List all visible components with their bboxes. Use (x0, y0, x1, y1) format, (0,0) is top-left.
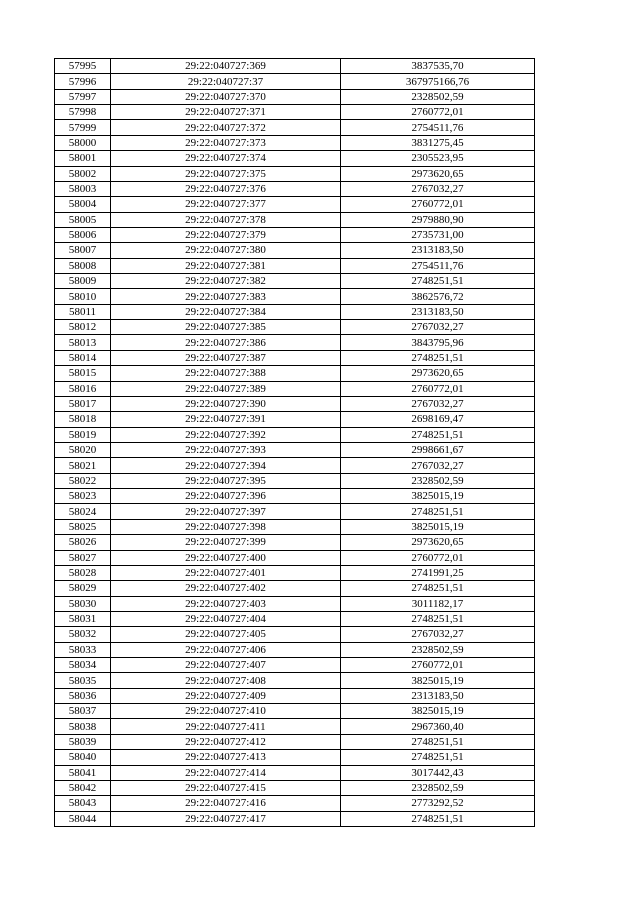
row-number-cell: 58010 (55, 289, 111, 304)
cadastral-number-cell: 29:22:040727:386 (111, 335, 341, 350)
cadastral-number-cell: 29:22:040727:416 (111, 796, 341, 811)
cadastral-number-cell: 29:22:040727:417 (111, 811, 341, 826)
row-number-cell: 58027 (55, 550, 111, 565)
cadastral-number-cell: 29:22:040727:380 (111, 243, 341, 258)
cadastral-number-cell: 29:22:040727:387 (111, 350, 341, 365)
table-row (55, 320, 535, 335)
cadastral-number-cell: 29:22:040727:371 (111, 105, 341, 120)
row-number-cell: 58018 (55, 412, 111, 427)
table-row (55, 596, 535, 611)
table-row (55, 550, 535, 565)
cadastral-number-cell: 29:22:040727:400 (111, 550, 341, 565)
row-number-cell: 58024 (55, 504, 111, 519)
cadastral-number-cell: 29:22:040727:403 (111, 596, 341, 611)
value-cell: 2767032,27 (341, 396, 535, 411)
table-row (55, 105, 535, 120)
table-row (55, 304, 535, 319)
table-row (55, 504, 535, 519)
table-row (55, 59, 535, 74)
row-number-cell: 58042 (55, 780, 111, 795)
table-row (55, 135, 535, 150)
row-number-cell: 58014 (55, 350, 111, 365)
table-row (55, 289, 535, 304)
value-cell: 2754511,76 (341, 120, 535, 135)
cadastral-number-cell: 29:22:040727:415 (111, 780, 341, 795)
row-number-cell: 58015 (55, 366, 111, 381)
value-cell: 2328502,59 (341, 473, 535, 488)
value-cell: 2328502,59 (341, 642, 535, 657)
table-row (55, 796, 535, 811)
cadastral-number-cell: 29:22:040727:407 (111, 658, 341, 673)
value-cell: 2967360,40 (341, 719, 535, 734)
table-row (55, 427, 535, 442)
row-number-cell: 58026 (55, 535, 111, 550)
cadastral-number-cell: 29:22:040727:377 (111, 197, 341, 212)
row-number-cell: 58006 (55, 227, 111, 242)
row-number-cell: 58013 (55, 335, 111, 350)
cadastral-number-cell: 29:22:040727:375 (111, 166, 341, 181)
row-number-cell: 58017 (55, 396, 111, 411)
table-row (55, 243, 535, 258)
row-number-cell: 58020 (55, 442, 111, 457)
cadastral-number-cell: 29:22:040727:382 (111, 274, 341, 289)
table-row (55, 750, 535, 765)
table-row (55, 74, 535, 89)
row-number-cell: 58033 (55, 642, 111, 657)
row-number-cell: 58000 (55, 135, 111, 150)
value-cell: 2760772,01 (341, 197, 535, 212)
value-cell: 2760772,01 (341, 105, 535, 120)
row-number-cell: 58036 (55, 688, 111, 703)
table-row (55, 473, 535, 488)
row-number-cell: 58030 (55, 596, 111, 611)
table-row (55, 765, 535, 780)
row-number-cell: 58016 (55, 381, 111, 396)
table-row (55, 627, 535, 642)
table-row (55, 335, 535, 350)
row-number-cell: 58025 (55, 519, 111, 534)
cadastral-number-cell: 29:22:040727:392 (111, 427, 341, 442)
row-number-cell: 58034 (55, 658, 111, 673)
table-row (55, 350, 535, 365)
value-cell: 2735731,00 (341, 227, 535, 242)
table-row (55, 734, 535, 749)
row-number-cell: 58002 (55, 166, 111, 181)
value-cell: 3011182,17 (341, 596, 535, 611)
value-cell: 2305523,95 (341, 151, 535, 166)
row-number-cell: 57996 (55, 74, 111, 89)
value-cell: 2748251,51 (341, 811, 535, 826)
cadastral-number-cell: 29:22:040727:396 (111, 489, 341, 504)
row-number-cell: 58019 (55, 427, 111, 442)
table-row (55, 611, 535, 626)
value-cell: 2979880,90 (341, 212, 535, 227)
value-cell: 2760772,01 (341, 550, 535, 565)
value-cell: 2313183,50 (341, 304, 535, 319)
table-row (55, 704, 535, 719)
value-cell: 2998661,67 (341, 442, 535, 457)
table-row (55, 227, 535, 242)
table-row (55, 673, 535, 688)
cadastral-number-cell: 29:22:040727:389 (111, 381, 341, 396)
cadastral-number-cell: 29:22:040727:374 (111, 151, 341, 166)
cadastral-number-cell: 29:22:040727:370 (111, 89, 341, 104)
row-number-cell: 58001 (55, 151, 111, 166)
value-cell: 2973620,65 (341, 366, 535, 381)
row-number-cell: 57997 (55, 89, 111, 104)
value-cell: 2698169,47 (341, 412, 535, 427)
table-row (55, 442, 535, 457)
value-cell: 2767032,27 (341, 320, 535, 335)
cadastral-number-cell: 29:22:040727:410 (111, 704, 341, 719)
row-number-cell: 58043 (55, 796, 111, 811)
cadastral-number-cell: 29:22:040727:385 (111, 320, 341, 335)
value-cell: 3837535,70 (341, 59, 535, 74)
cadastral-number-cell: 29:22:040727:384 (111, 304, 341, 319)
row-number-cell: 58021 (55, 458, 111, 473)
table-row (55, 412, 535, 427)
row-number-cell: 58038 (55, 719, 111, 734)
row-number-cell: 58007 (55, 243, 111, 258)
row-number-cell: 58035 (55, 673, 111, 688)
row-number-cell: 58044 (55, 811, 111, 826)
table-row (55, 274, 535, 289)
value-cell: 2748251,51 (341, 350, 535, 365)
table-row (55, 719, 535, 734)
table-row (55, 519, 535, 534)
cadastral-number-cell: 29:22:040727:379 (111, 227, 341, 242)
value-cell: 2767032,27 (341, 458, 535, 473)
cadastral-value-table (54, 58, 535, 827)
value-cell: 2748251,51 (341, 581, 535, 596)
row-number-cell: 58029 (55, 581, 111, 596)
row-number-cell: 58032 (55, 627, 111, 642)
row-number-cell: 58011 (55, 304, 111, 319)
value-cell: 367975166,76 (341, 74, 535, 89)
cadastral-number-cell: 29:22:040727:404 (111, 611, 341, 626)
table-row (55, 166, 535, 181)
cadastral-number-cell: 29:22:040727:372 (111, 120, 341, 135)
cadastral-number-cell: 29:22:040727:402 (111, 581, 341, 596)
value-cell: 2748251,51 (341, 734, 535, 749)
cadastral-number-cell: 29:22:040727:401 (111, 565, 341, 580)
row-number-cell: 58037 (55, 704, 111, 719)
cadastral-number-cell: 29:22:040727:409 (111, 688, 341, 703)
cadastral-number-cell: 29:22:040727:388 (111, 366, 341, 381)
value-cell: 3825015,19 (341, 489, 535, 504)
row-number-cell: 58022 (55, 473, 111, 488)
value-cell: 2760772,01 (341, 381, 535, 396)
value-cell: 2754511,76 (341, 258, 535, 273)
cadastral-number-cell: 29:22:040727:411 (111, 719, 341, 734)
value-cell: 3825015,19 (341, 704, 535, 719)
cadastral-number-cell: 29:22:040727:381 (111, 258, 341, 273)
table-row (55, 458, 535, 473)
value-cell: 3831275,45 (341, 135, 535, 150)
row-number-cell: 58009 (55, 274, 111, 289)
cadastral-number-cell: 29:22:040727:376 (111, 181, 341, 196)
value-cell: 2748251,51 (341, 611, 535, 626)
table-row (55, 658, 535, 673)
cadastral-number-cell: 29:22:040727:37 (111, 74, 341, 89)
value-cell: 2767032,27 (341, 181, 535, 196)
row-number-cell: 57998 (55, 105, 111, 120)
value-cell: 2748251,51 (341, 427, 535, 442)
table-row (55, 366, 535, 381)
cadastral-number-cell: 29:22:040727:390 (111, 396, 341, 411)
cadastral-number-cell: 29:22:040727:391 (111, 412, 341, 427)
value-cell: 2748251,51 (341, 504, 535, 519)
row-number-cell: 58005 (55, 212, 111, 227)
value-cell: 2741991,25 (341, 565, 535, 580)
row-number-cell: 57999 (55, 120, 111, 135)
cadastral-number-cell: 29:22:040727:393 (111, 442, 341, 457)
cadastral-number-cell: 29:22:040727:405 (111, 627, 341, 642)
row-number-cell: 58040 (55, 750, 111, 765)
table-row (55, 181, 535, 196)
document-page (54, 58, 534, 827)
cadastral-number-cell: 29:22:040727:394 (111, 458, 341, 473)
table-row (55, 381, 535, 396)
cadastral-number-cell: 29:22:040727:398 (111, 519, 341, 534)
table-row (55, 535, 535, 550)
row-number-cell: 58003 (55, 181, 111, 196)
cadastral-number-cell: 29:22:040727:413 (111, 750, 341, 765)
cadastral-number-cell: 29:22:040727:395 (111, 473, 341, 488)
table-row (55, 197, 535, 212)
table-row (55, 811, 535, 826)
table-row (55, 258, 535, 273)
value-cell: 2328502,59 (341, 89, 535, 104)
value-cell: 3843795,96 (341, 335, 535, 350)
row-number-cell: 58039 (55, 734, 111, 749)
value-cell: 2767032,27 (341, 627, 535, 642)
cadastral-number-cell: 29:22:040727:397 (111, 504, 341, 519)
row-number-cell: 58041 (55, 765, 111, 780)
table-row (55, 396, 535, 411)
table-row (55, 89, 535, 104)
table-row (55, 151, 535, 166)
cadastral-number-cell: 29:22:040727:383 (111, 289, 341, 304)
value-cell: 2973620,65 (341, 166, 535, 181)
value-cell: 2760772,01 (341, 658, 535, 673)
cadastral-number-cell: 29:22:040727:412 (111, 734, 341, 749)
row-number-cell: 58023 (55, 489, 111, 504)
value-cell: 3862576,72 (341, 289, 535, 304)
cadastral-number-cell: 29:22:040727:399 (111, 535, 341, 550)
row-number-cell: 58012 (55, 320, 111, 335)
row-number-cell: 57995 (55, 59, 111, 74)
table-row (55, 688, 535, 703)
table-row (55, 120, 535, 135)
row-number-cell: 58008 (55, 258, 111, 273)
row-number-cell: 58004 (55, 197, 111, 212)
table-row (55, 642, 535, 657)
value-cell: 3825015,19 (341, 673, 535, 688)
cadastral-number-cell: 29:22:040727:369 (111, 59, 341, 74)
table-row (55, 581, 535, 596)
table-row (55, 565, 535, 580)
row-number-cell: 58031 (55, 611, 111, 626)
table-body (55, 59, 535, 827)
value-cell: 3017442,43 (341, 765, 535, 780)
value-cell: 2328502,59 (341, 780, 535, 795)
value-cell: 2773292,52 (341, 796, 535, 811)
cadastral-number-cell: 29:22:040727:414 (111, 765, 341, 780)
table-row (55, 780, 535, 795)
value-cell: 3825015,19 (341, 519, 535, 534)
value-cell: 2748251,51 (341, 750, 535, 765)
row-number-cell: 58028 (55, 565, 111, 580)
cadastral-number-cell: 29:22:040727:406 (111, 642, 341, 657)
cadastral-number-cell: 29:22:040727:378 (111, 212, 341, 227)
value-cell: 2313183,50 (341, 243, 535, 258)
table-row (55, 489, 535, 504)
cadastral-number-cell: 29:22:040727:408 (111, 673, 341, 688)
table-row (55, 212, 535, 227)
cadastral-number-cell: 29:22:040727:373 (111, 135, 341, 150)
value-cell: 2313183,50 (341, 688, 535, 703)
value-cell: 2973620,65 (341, 535, 535, 550)
value-cell: 2748251,51 (341, 274, 535, 289)
